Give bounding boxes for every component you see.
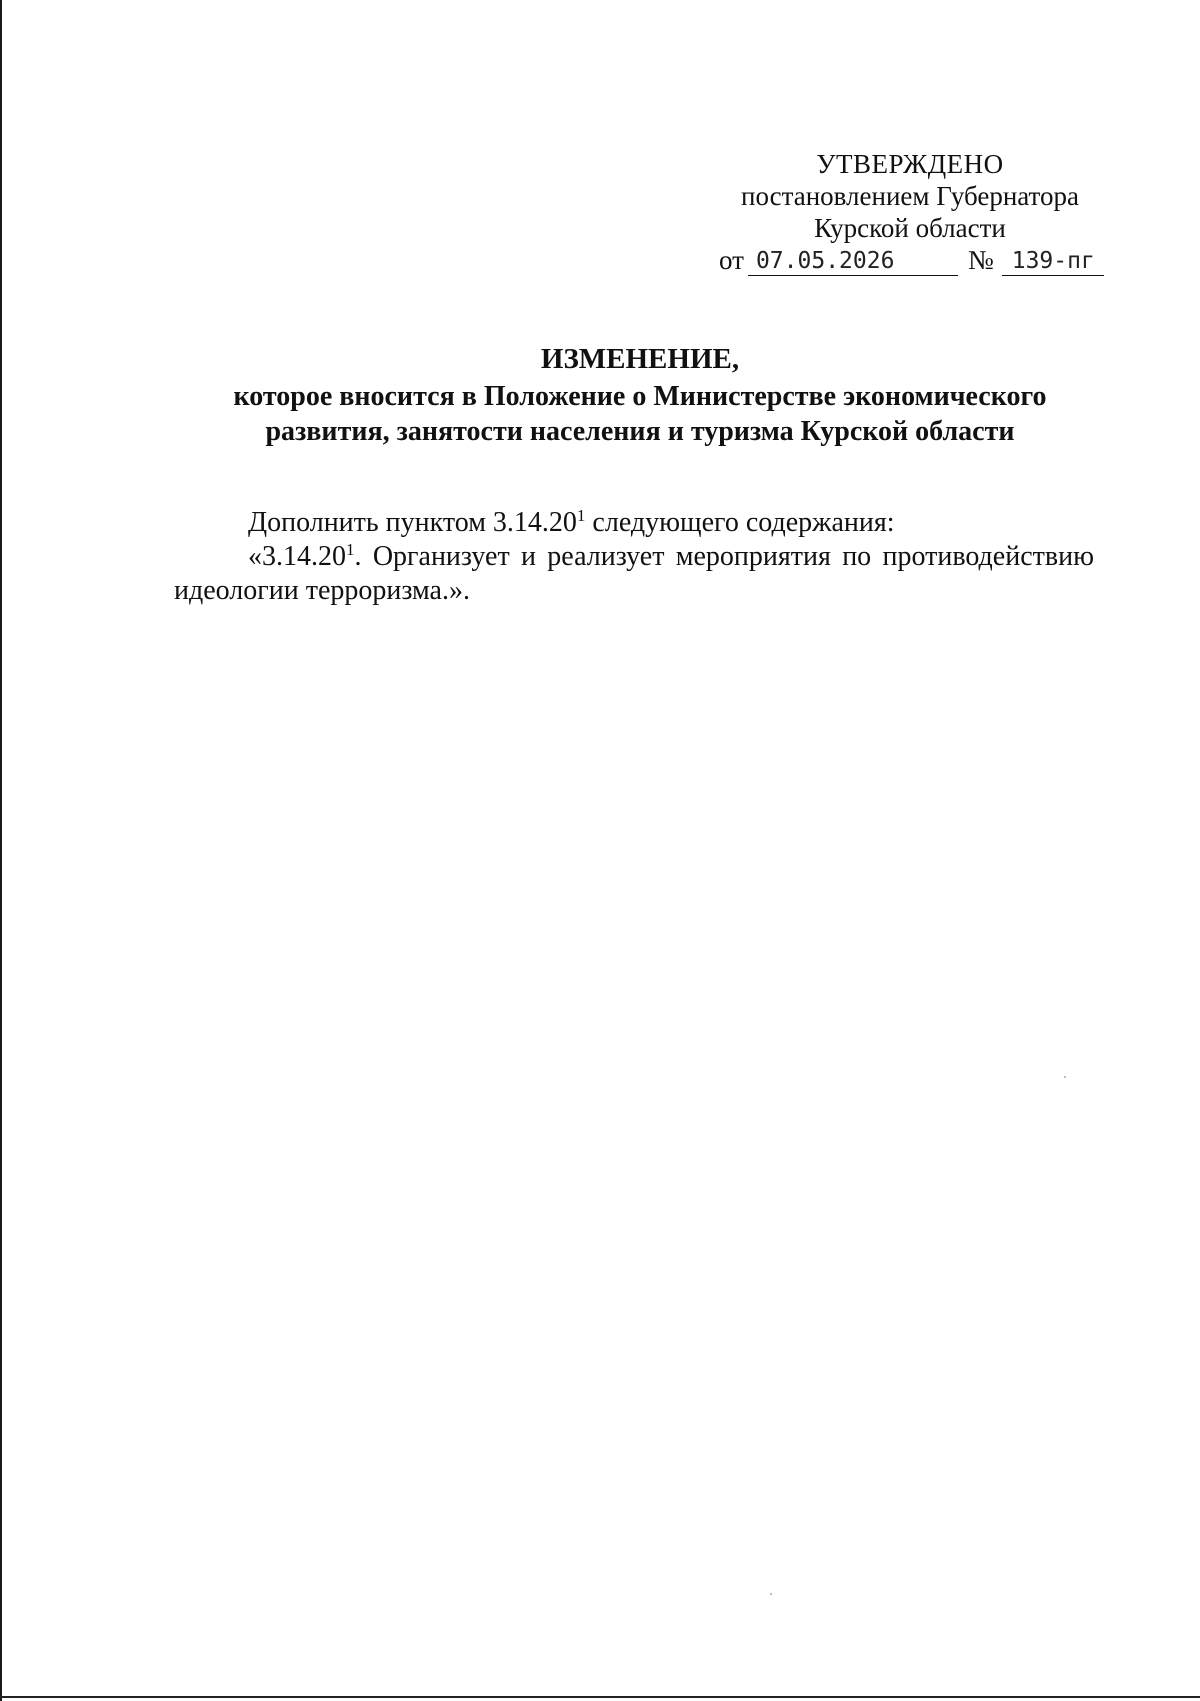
scan-speck bbox=[1064, 1076, 1066, 1078]
date-field: 07.05.2026 bbox=[748, 247, 958, 276]
p2-text-before: «3.14.20 bbox=[248, 541, 346, 572]
p1-text-before: Дополнить пунктом 3.14.20 bbox=[248, 507, 577, 538]
approval-region: Курской области bbox=[814, 213, 1006, 243]
p1-text-after: следующего содержания: bbox=[585, 507, 895, 538]
number-prefix: № bbox=[967, 245, 994, 275]
p2-text-after: . Организует и реализует мероприятия по противодействию идеологии терроризма.». bbox=[174, 541, 1094, 606]
approval-date-number-line bbox=[719, 244, 1104, 276]
scan-edge-left bbox=[0, 0, 2, 1701]
document-heading bbox=[150, 342, 1130, 449]
document-subtitle-line-1: которое вносится в Положение о Министерстве экономического bbox=[233, 381, 1047, 412]
document-subtitle-line-2: развития, занятости населения и туризма Курской области bbox=[265, 416, 1015, 447]
p2-superscript: 1 bbox=[346, 540, 355, 559]
approval-stamp-block bbox=[700, 148, 1120, 244]
body-paragraph-2 bbox=[174, 540, 1094, 608]
approval-issuer: постановлением Губернатора bbox=[741, 181, 1079, 211]
document-body bbox=[174, 506, 1094, 608]
scan-edge-bottom bbox=[0, 1696, 1200, 1698]
date-prefix: от bbox=[719, 245, 744, 275]
document-title: ИЗМЕНЕНИЕ, bbox=[540, 343, 740, 375]
scan-speck bbox=[770, 1593, 772, 1595]
p1-superscript: 1 bbox=[576, 506, 586, 525]
approval-title: УТВЕРЖДЕНО bbox=[816, 149, 1004, 179]
body-paragraph-1 bbox=[174, 506, 1094, 540]
number-field: 139-пг bbox=[1002, 247, 1104, 276]
